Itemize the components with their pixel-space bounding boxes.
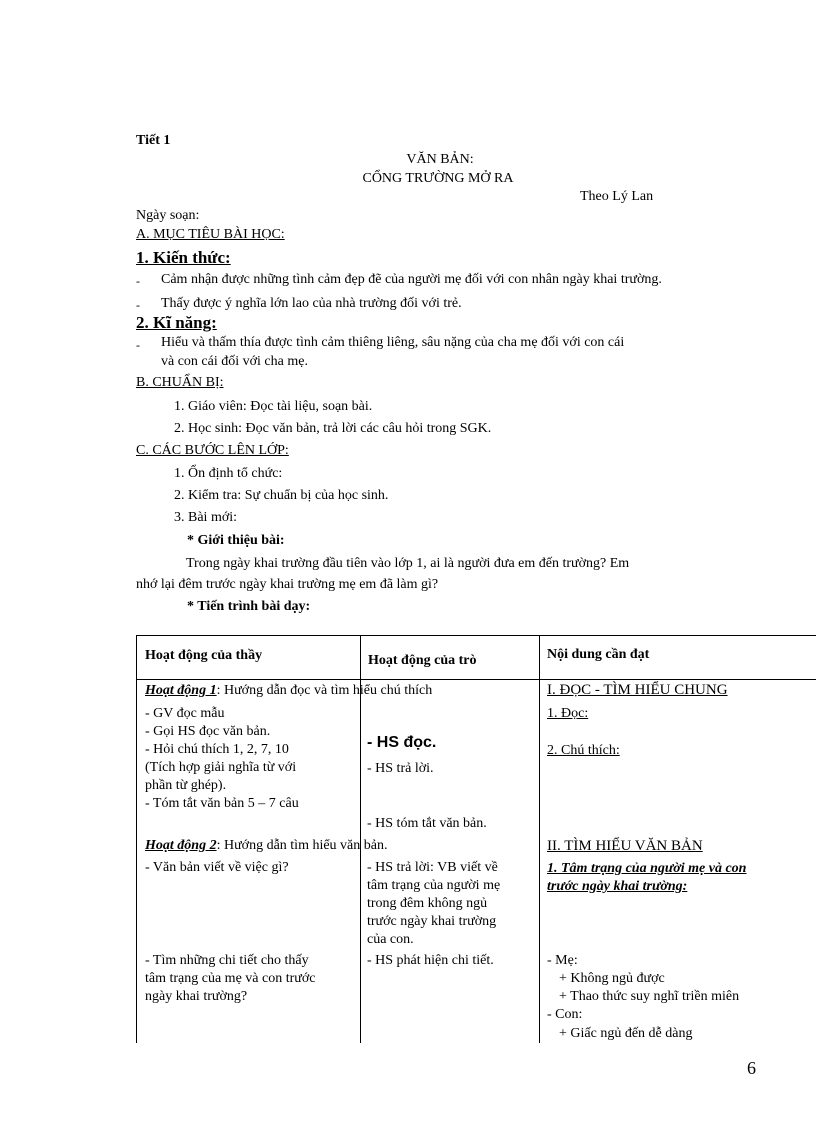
knowledge-item-1: Cảm nhận được những tình cảm đẹp đẽ của người mẹ đối với con nhân ngày khai trường.	[161, 272, 662, 287]
student-2b: - HS phát hiện chi tiết.	[367, 953, 494, 968]
process-heading: * Tiến trình bài dạy:	[187, 599, 311, 614]
teacher-2b-line: ngày khai trường?	[145, 989, 248, 1004]
step-2: 2. Kiểm tra: Sự chuẩn bị của học sinh.	[174, 488, 389, 503]
intro-line-2: nhớ lại đêm trước ngày khai trường mẹ em đã làm gì?	[136, 577, 439, 592]
table-top-border	[136, 635, 816, 636]
content-2-item: - Con:	[547, 1007, 583, 1022]
skills-heading: 2. Kĩ năng:	[136, 313, 217, 332]
lesson-label: Tiết 1	[136, 133, 171, 148]
header-content: Nội dung cần đạt	[547, 647, 650, 662]
teacher-1-line: - Gọi HS đọc văn bản.	[145, 724, 271, 739]
content-1-read: 1. Đọc:	[547, 706, 589, 721]
section-c-heading: C. CÁC BƯỚC LÊN LỚP:	[136, 443, 289, 458]
student-1-answer: - HS trả lời.	[367, 761, 434, 776]
date-label: Ngày soạn:	[136, 208, 200, 223]
content-2-heading: II. TÌM HIỂU VĂN BẢN	[547, 838, 703, 854]
step-3: 3. Bài mới:	[174, 510, 238, 525]
teacher-1-line: - Tóm tắt văn bản 5 – 7 câu	[145, 796, 299, 811]
student-1-summary: - HS tóm tắt văn bản.	[367, 816, 487, 831]
activity-2-text: : Hướng dẫn tìm hiểu văn bản.	[216, 838, 388, 853]
content-2-item: + Thao thức suy nghĩ triền miên	[559, 989, 740, 1004]
bullet-mark: -	[136, 274, 140, 288]
bullet-mark: -	[136, 298, 140, 312]
table-left-border	[136, 635, 137, 1043]
activity-1-text: : Hướng dẫn đọc và tìm hiểu chú thích	[216, 683, 433, 698]
knowledge-heading: 1. Kiến thức:	[136, 248, 231, 267]
activity-2-label: Hoạt động 2	[145, 838, 217, 853]
content-1-heading: I. ĐỌC - TÌM HIỂU CHUNG	[547, 682, 728, 698]
student-2a-line: tâm trạng của người mẹ	[367, 878, 501, 893]
student-2a-line: - HS trả lời: VB viết về	[367, 860, 498, 875]
title-line-1: VĂN BẢN:	[406, 152, 474, 167]
student-2a-line: trước ngày khai trường	[367, 914, 497, 929]
student-2a-line: của con.	[367, 932, 414, 947]
activity-2-title	[145, 837, 387, 856]
header-student: Hoạt động của trò	[368, 653, 477, 668]
student-1-read: - HS đọc.	[367, 734, 437, 751]
content-1-notes: 2. Chú thích:	[547, 743, 620, 758]
content-2-item: - Mẹ:	[547, 953, 578, 968]
student-2a-line: trong đêm không ngủ	[367, 896, 488, 911]
teacher-1-line: - GV đọc mẫu	[145, 706, 225, 721]
section-a-heading: A. MỤC TIÊU BÀI HỌC:	[136, 227, 285, 242]
author: Theo Lý Lan	[580, 189, 654, 204]
teacher-2b-line: tâm trạng của mẹ và con trước	[145, 971, 316, 986]
teacher-2b-line: - Tìm những chi tiết cho thấy	[145, 953, 309, 968]
skills-line-2: và con cái đối với cha mẹ.	[161, 354, 308, 369]
intro-line-1: Trong ngày khai trường đầu tiên vào lớp 1, ai là người đưa em đến trường? Em	[186, 556, 630, 571]
table-header-border	[136, 679, 816, 680]
page-number: 6	[747, 1058, 756, 1078]
prep-teacher: 1. Giáo viên: Đọc tài liệu, soạn bài.	[174, 399, 373, 414]
step-1: 1. Ổn định tổ chức:	[174, 466, 283, 481]
content-2-item: + Không ngủ được	[559, 971, 665, 986]
table-col-divider-2	[539, 635, 540, 1043]
header-teacher: Hoạt động của thầy	[145, 648, 263, 663]
skills-line-1: Hiểu và thấm thía được tình cảm thiêng liêng, sâu nặng của cha mẹ đối với con cái	[161, 335, 625, 350]
title-line-2: CỔNG TRƯỜNG MỞ RA	[362, 171, 514, 186]
content-2-item: + Giấc ngủ đến dễ dàng	[559, 1026, 693, 1041]
teacher-1-line: (Tích hợp giải nghĩa từ với	[145, 760, 297, 775]
teacher-1-line: phần từ ghép).	[145, 778, 227, 793]
content-2-sub-line: 1. Tâm trạng của người mẹ và con	[547, 861, 747, 876]
content-2-sub-line: trước ngày khai trường:	[547, 879, 688, 894]
knowledge-item-2: Thấy được ý nghĩa lớn lao của nhà trường đối với trẻ.	[161, 296, 462, 311]
section-b-heading: B. CHUẨN BỊ:	[136, 375, 224, 390]
teacher-1-line: - Hỏi chú thích 1, 2, 7, 10	[145, 742, 289, 757]
teacher-2a: - Văn bản viết về việc gì?	[145, 860, 289, 875]
intro-heading: * Giới thiệu bài:	[187, 533, 285, 548]
prep-student: 2. Học sinh: Đọc văn bản, trả lời các câu hỏi trong SGK.	[174, 421, 492, 436]
activity-1-label: Hoạt động 1	[145, 683, 217, 698]
activity-1-title	[145, 682, 432, 701]
bullet-mark: -	[136, 338, 140, 352]
